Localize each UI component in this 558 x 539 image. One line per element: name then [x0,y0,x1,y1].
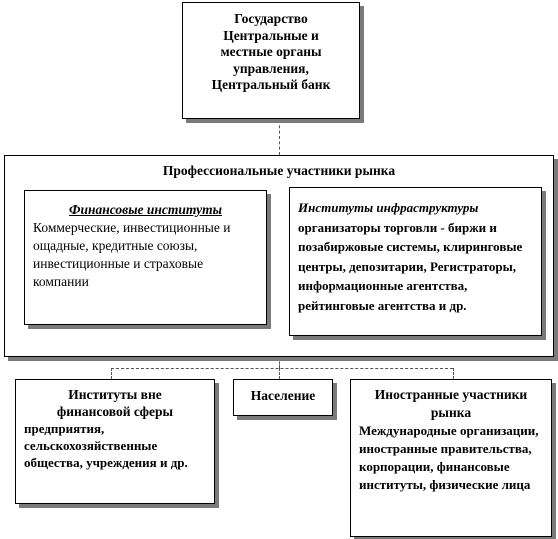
connector-pro-to-bottom [279,358,280,368]
foreign-participants-box [350,379,552,537]
infrastructure-institutions-text: организаторы торговли - биржи и позабиржовые системы, клиринговые центры, депозитарии, Регистраторы, информационные агентства, рейтинговые агентства и др. [298,219,523,313]
connector-bottom-horizontal [111,368,453,369]
connector-state-to-pro [279,120,280,155]
connector-to-foreign [453,368,454,379]
population-box [233,379,333,416]
outside-title-line-1: Институты вне [68,387,162,402]
state-line-2: местные органы [220,44,322,59]
outside-title-line-2: финансовой сферы [56,404,174,419]
foreign-text: Международные организации, иностранные правительства, корпорации, финансовые институты, физические лица [359,423,539,492]
foreign-title-line-1: Иностранные участники [374,387,528,402]
state-line-4: Центральный банк [211,77,331,92]
population-label: Население [250,388,316,403]
financial-institutions-title: Финансовые институты [69,202,222,217]
professional-participants-title: Профессиональные участники рынка [162,163,396,178]
state-line-3: управления, [233,60,309,76]
financial-institutions-box [24,190,267,325]
financial-institutions-text: Коммерческие, инвестиционные и ощадные, кредитные союзы, инвестиционные и страховые компании [33,220,231,289]
state-box [182,2,360,119]
connector-to-outside [111,368,112,379]
infrastructure-institutions-box [289,187,542,336]
outside-text: предприятия, сельскохозяйственные общества, учреждения и др. [24,421,188,470]
infrastructure-institutions-title: Институты инфраструктуры [298,200,479,215]
state-title: Государство [234,11,308,26]
connector-to-population [279,368,280,379]
outside-financial-sphere-box [15,379,215,504]
foreign-title-line-2: рынка [430,405,472,420]
state-line-1: Центральные и [223,27,319,43]
